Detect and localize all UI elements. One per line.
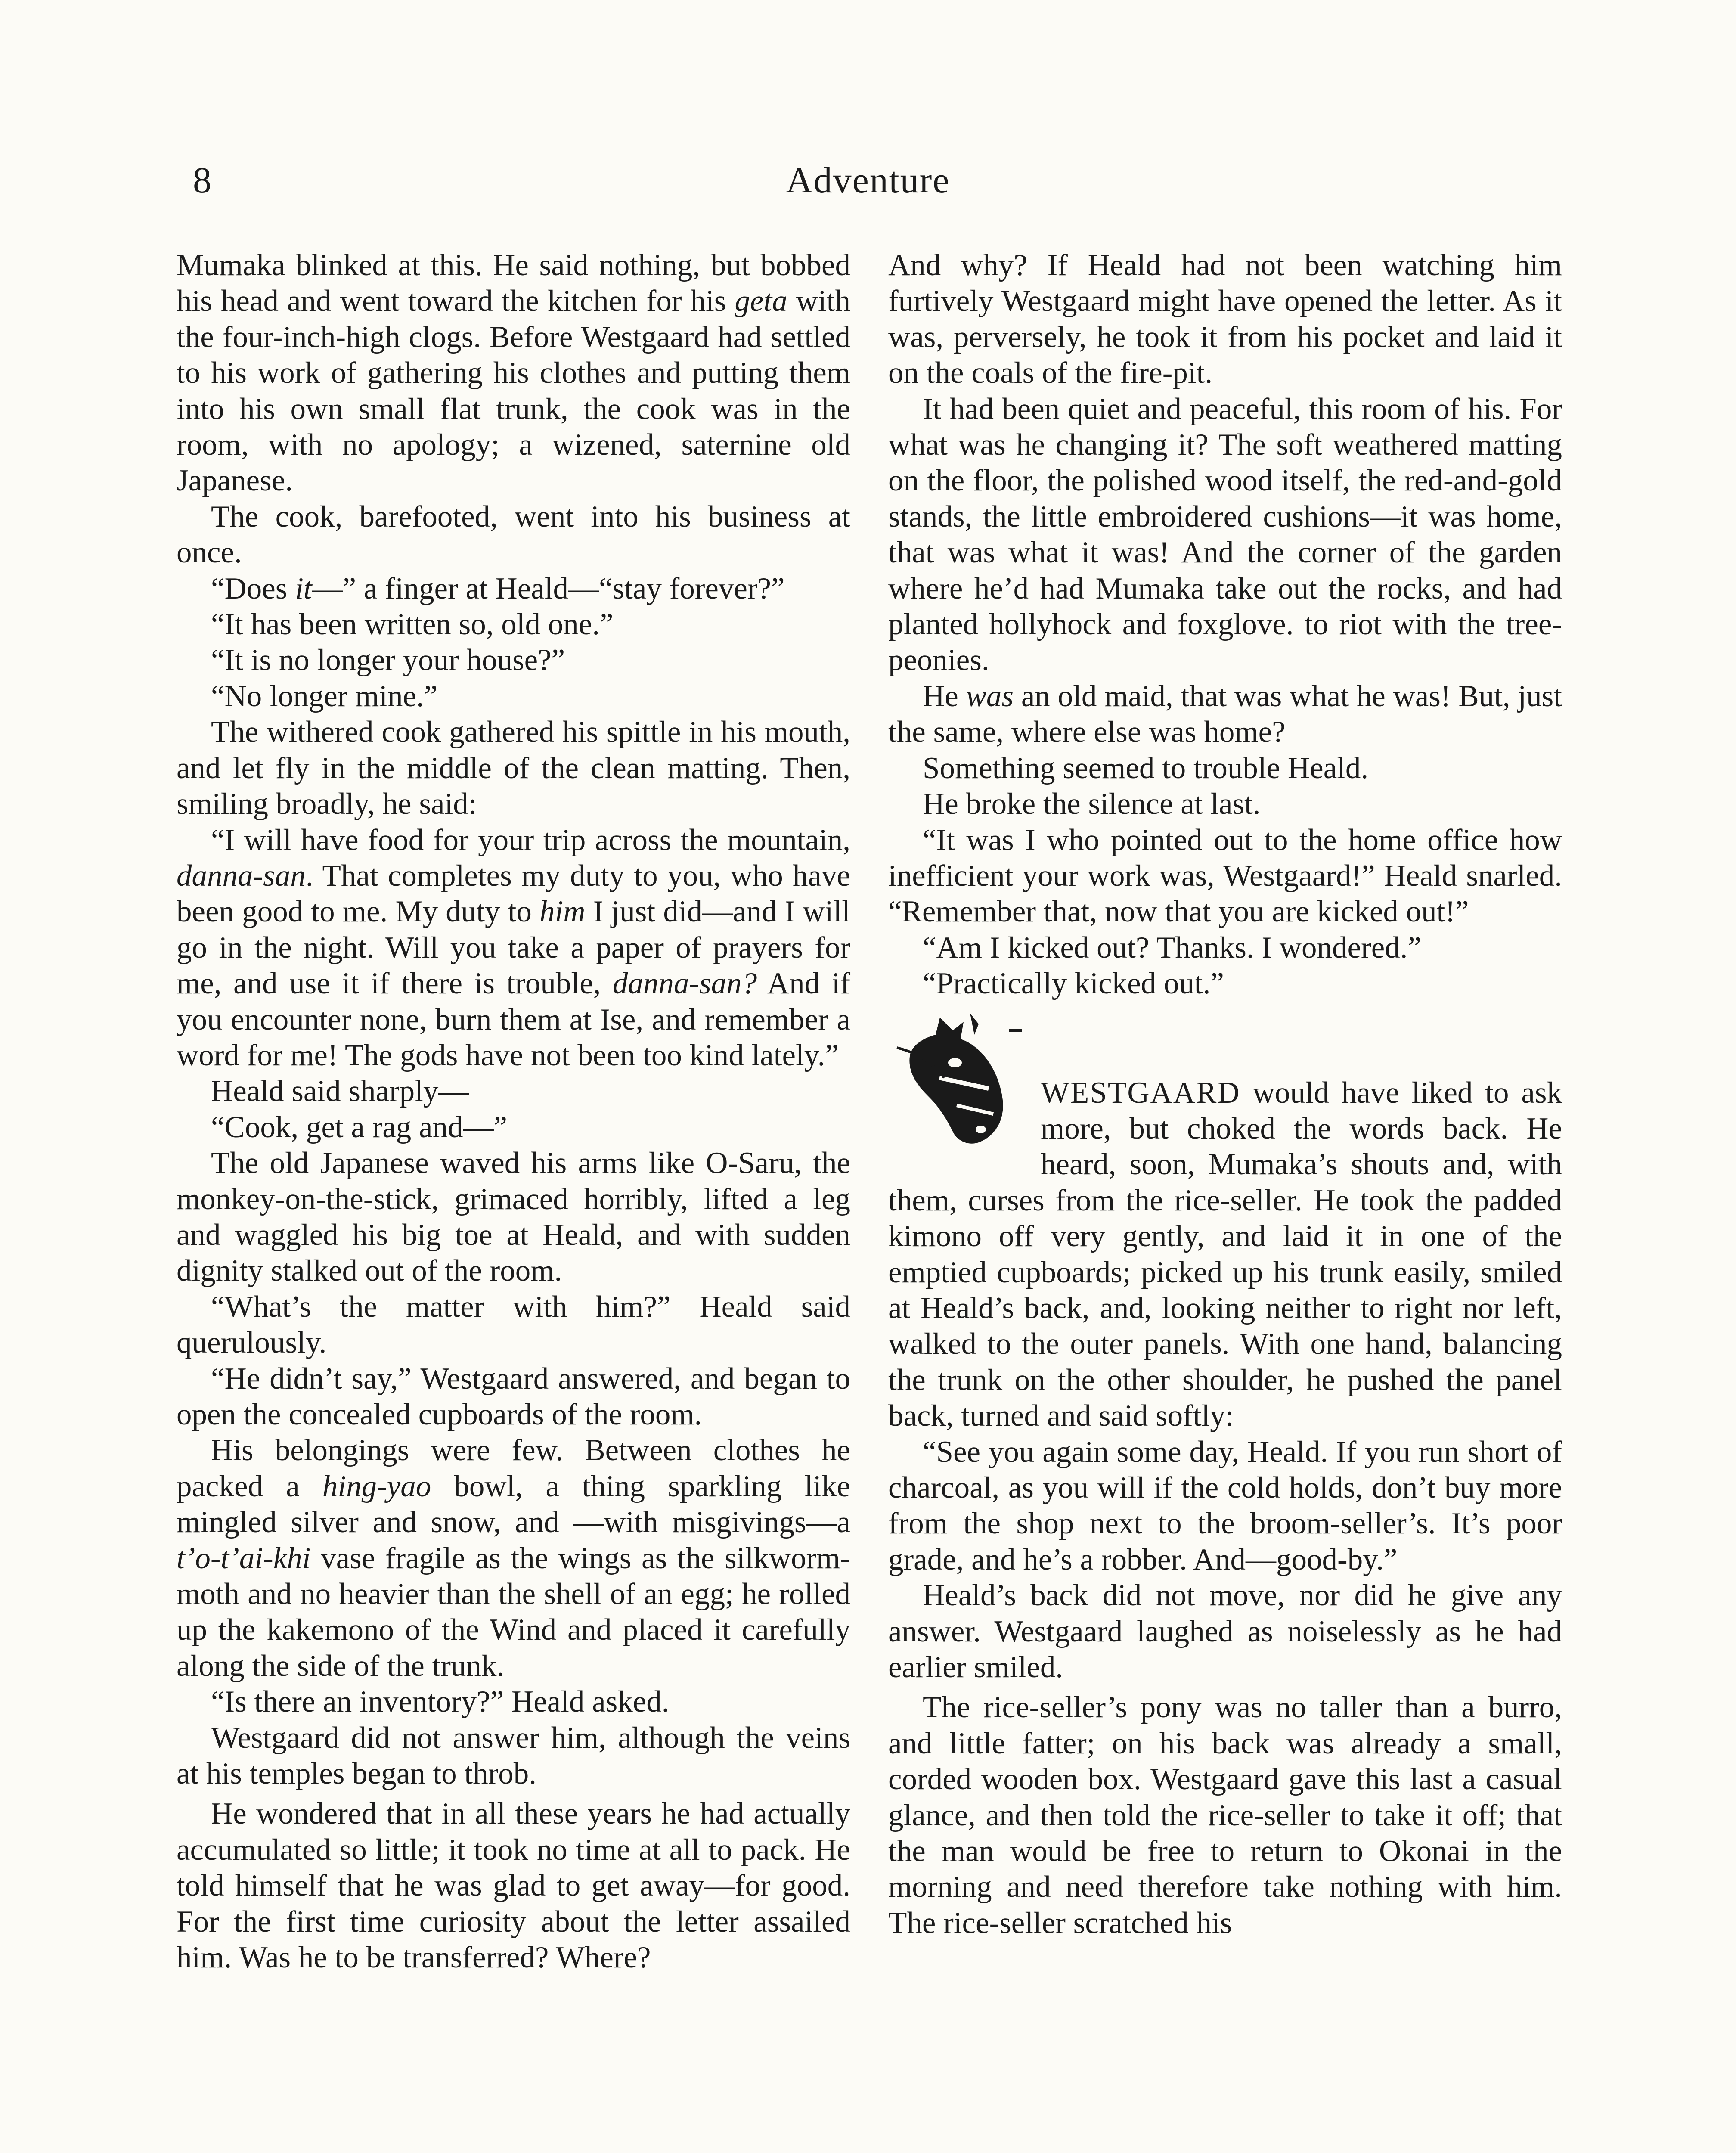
paragraph bbox=[177, 714, 850, 822]
italic-run: was bbox=[966, 679, 1014, 713]
horse-head-icon bbox=[888, 1005, 1026, 1148]
text-run: And if you encounter none, burn them at Ise, and remember a word for me! The gods have not been too kind lately.” bbox=[177, 967, 850, 1072]
paragraph bbox=[888, 391, 1562, 679]
text-run: “See you again some day, Heald. If you run short of charcoal, as you will if the cold holds, don’t buy more from the shop next to the broom-seller’s. It’s poor grade, and he’s a robber. And—good-by.” bbox=[888, 1435, 1562, 1576]
text-run: would have liked to ask more, but choked the words back. He heard, soon, Mumaka’s shouts and, with them, curses from the rice-seller. He took the padded kimono off very gently, and laid it in one of the emptied cupboards; picked up his trunk easily, smiled at Heald’s back, and, looking neither to right nor left, walked to the outer panels. With one hand, balancing the trunk on the other shoulder, he pushed the panel back, turned and said softly: bbox=[888, 1076, 1562, 1433]
paragraph bbox=[888, 930, 1562, 966]
paragraph bbox=[177, 1110, 850, 1145]
paragraph bbox=[177, 607, 850, 642]
paragraph bbox=[888, 822, 1562, 930]
paragraph bbox=[177, 1433, 850, 1684]
paragraph bbox=[888, 1578, 1562, 1685]
paragraph bbox=[177, 1145, 850, 1289]
italic-run: t’o-t’ai-khi bbox=[177, 1541, 311, 1575]
text-run: It had been quiet and peaceful, this room of his. For what was he changing it? The soft weathered matting on the floor, the polished wood itself, the red-and-gold stands, the little embroidered cushions—it was home, that was what it was! And the corner of the garden where he’d had Mumaka take out the rocks, and had planted hollyhock and foxglove. to riot with the tree-peonies. bbox=[888, 392, 1562, 677]
italic-run: danna-san? bbox=[612, 967, 757, 1001]
text-run: “It has been written so, old one.” bbox=[211, 608, 614, 642]
text-run: “Is there an inventory?” Heald asked. bbox=[211, 1685, 670, 1719]
text-run: He bbox=[923, 679, 966, 713]
paragraph bbox=[888, 248, 1562, 391]
running-head: Adventure bbox=[786, 159, 950, 201]
italic-run: geta bbox=[735, 284, 787, 318]
italic-run: it bbox=[295, 571, 312, 605]
drop-lead-word: WESTGAARD bbox=[1041, 1076, 1240, 1110]
text-run: “Cook, get a rag and—” bbox=[211, 1110, 508, 1144]
text-run: Mumaka blinked at this. He said nothing, but bobbed his head and went toward the kitchen for his bbox=[177, 248, 850, 318]
paragraph bbox=[177, 1796, 850, 1976]
paragraph bbox=[888, 1434, 1562, 1578]
paragraph bbox=[177, 822, 850, 1074]
paragraph bbox=[888, 1690, 1562, 1941]
text-run: “No longer mine.” bbox=[211, 679, 438, 713]
italic-run: hing-yao bbox=[322, 1469, 431, 1503]
paragraph bbox=[177, 248, 850, 499]
paragraph bbox=[177, 642, 850, 678]
paragraph bbox=[177, 679, 850, 714]
text-run: And why? If Heald had not been watching him furtively Westgaard might have opened the letter. As it was, perversely, he took it from his pocket and laid it on the coals of the fire-pit. bbox=[888, 248, 1562, 390]
paragraph bbox=[888, 679, 1562, 751]
paragraph bbox=[888, 966, 1562, 1002]
text-run: Heald said sharply— bbox=[211, 1074, 469, 1108]
paragraph bbox=[888, 786, 1562, 822]
right-column bbox=[888, 248, 1562, 1941]
text-run: Heald’s back did not move, nor did he give any answer. Westgaard laughed as noiselessly as he had earlier smiled. bbox=[888, 1579, 1562, 1685]
paragraph bbox=[177, 1361, 850, 1433]
text-run: I just did—and I will go in the night. Will you take a paper of prayers for me, and use it if there is trouble, bbox=[177, 895, 851, 1001]
left-column bbox=[177, 248, 850, 1976]
paragraph bbox=[177, 1720, 850, 1792]
italic-run: him bbox=[539, 895, 586, 929]
text-run: an old maid, that was what he was! But, just the same, where else was home? bbox=[888, 679, 1562, 749]
text-run: with the four-inch-high clogs. Before Westgaard had settled to his work of gathering his clothes and putting them into his own small flat trunk, the cook was in the room, with no apology; a wizened, saternine old Japanese. bbox=[177, 284, 850, 498]
text-run: He broke the silence at last. bbox=[923, 787, 1261, 821]
text-run: “It is no longer your house?” bbox=[211, 643, 565, 677]
text-run: The cook, barefooted, went into his business at once. bbox=[177, 499, 850, 570]
text-run: “He didn’t say,” Westgaard answered, and began to open the concealed cupboards of the room. bbox=[177, 1362, 850, 1431]
text-run: “Does bbox=[211, 571, 295, 605]
text-run: Westgaard did not answer him, although the veins at his temples began to throb. bbox=[177, 1721, 850, 1791]
text-run: “Am I kicked out? Thanks. I wondered.” bbox=[923, 931, 1421, 965]
text-run: He wondered that in all these years he had actually accumulated so little; it took no time at all to pack. He told himself that he was glad to get away—for good. For the first time curiosity about the letter assailed him. Was he to be transferred? Where? bbox=[177, 1797, 850, 1975]
text-run: —” a finger at Heald—“stay forever?” bbox=[312, 571, 785, 605]
paragraph bbox=[177, 1073, 850, 1109]
paragraph bbox=[177, 499, 850, 571]
paragraph bbox=[177, 1684, 850, 1720]
text-run: “It was I who pointed out to the home office how inefficient your work was, Westgaard!” Heald snarled. “Remember that, now that you are kicked out!” bbox=[888, 823, 1562, 929]
paragraph bbox=[177, 571, 850, 607]
paragraph bbox=[888, 751, 1562, 786]
italic-run: danna-san bbox=[177, 859, 306, 893]
text-run: bowl, a thing sparkling like mingled silver and snow, and —with misgivings—a bbox=[177, 1469, 850, 1539]
text-run: “What’s the matter with him?” Heald said querulously. bbox=[177, 1290, 850, 1360]
text-run: Something seemed to trouble Heald. bbox=[923, 751, 1369, 785]
text-run: “I will have food for your trip across the mountain, bbox=[211, 823, 850, 857]
text-run: vase fragile as the wings as the silkworm-moth and no heavier than the shell of an egg; he rolled up the kakemono of the Wind and placed it carefully along the side of the trunk. bbox=[177, 1541, 850, 1683]
text-run: The withered cook gathered his spittle in his mouth, and let fly in the middle of the clean matting. Then, smiling broadly, he said: bbox=[177, 715, 850, 821]
text-run: The old Japanese waved his arms like O-Saru, the monkey-on-the-stick, grimaced horribly, lifted a leg and waggled his big toe at Heald, and with sudden dignity stalked out of the room. bbox=[177, 1146, 850, 1288]
text-run: The rice-seller’s pony was no taller than a burro, and little fatter; on his back was already a small, corded wooden box. Westgaard gave this last a casual glance, and then told the rice-seller to take it off; that the man would be free to return to Okonai in the morning and need therefore take nothing with him. The rice-seller scratched his bbox=[888, 1691, 1562, 1940]
paragraph bbox=[177, 1289, 850, 1361]
text-run: . That completes my duty to you, who have been good to me. My duty to bbox=[177, 859, 850, 929]
text-run: His belongings were few. Between clothes he packed a bbox=[177, 1433, 850, 1503]
text-run: “Practically kicked out.” bbox=[923, 967, 1224, 1001]
page-number: 8 bbox=[193, 159, 211, 201]
